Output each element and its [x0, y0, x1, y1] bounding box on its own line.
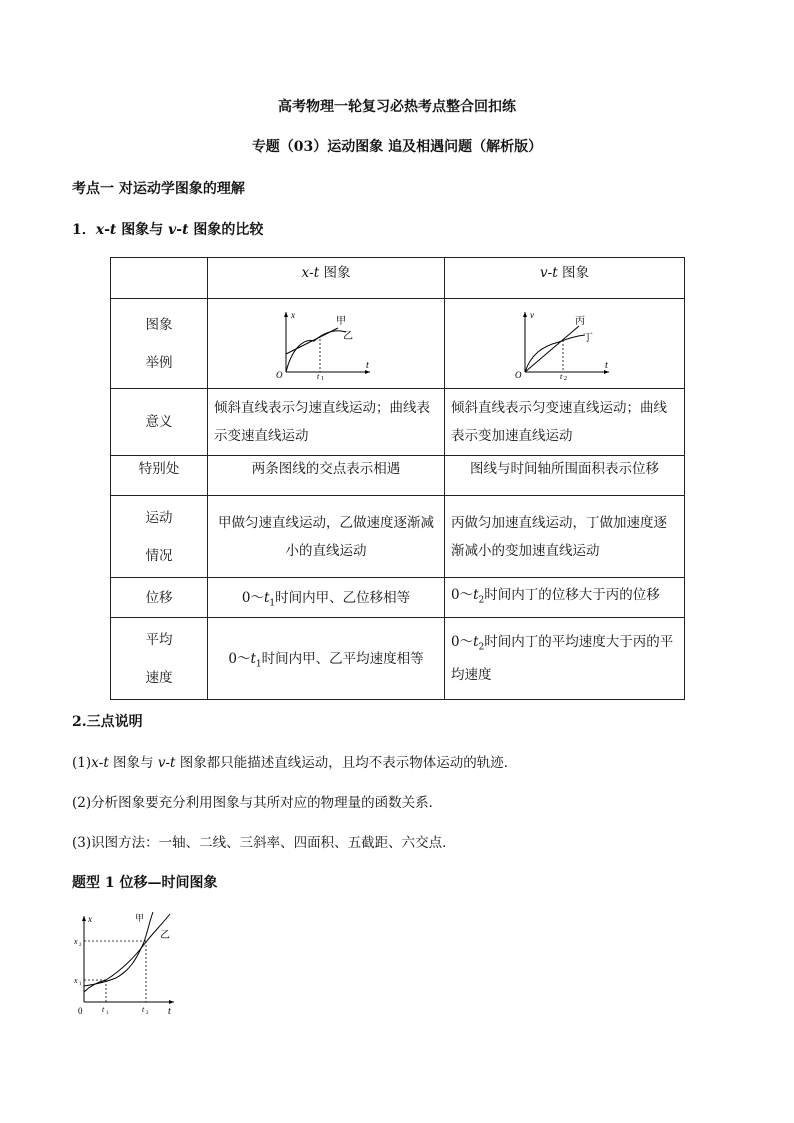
row-motion [111, 496, 685, 578]
row-displacement [111, 578, 685, 618]
row-special-label: 特别处 [111, 456, 208, 496]
xt-axis-t-label: t [366, 359, 369, 371]
row-image-label [111, 299, 208, 389]
special-vt: 图线与时间轴所围面积表示位移 [445, 456, 685, 496]
graph-axis-t-label: t [168, 1006, 171, 1017]
xt-axis-x-label: x [291, 309, 295, 320]
meaning-vt: 倾斜直线表示匀变速直线运动；曲线表示变加速直线运动 [445, 389, 685, 456]
row-displacement-label: 位移 [111, 578, 208, 618]
graph-yi-label: 乙 [160, 930, 170, 941]
vt-axis-v-label: v [529, 309, 534, 320]
xt-origin-label: O [276, 369, 283, 380]
xt-t1-label: t [317, 371, 320, 380]
graph-t2-label: t [142, 1005, 145, 1014]
graph-x2-label: x [74, 937, 78, 946]
type-1-heading: 题型 1 位移—时间图象 [72, 875, 218, 891]
label-line-2: 情况 [145, 547, 173, 564]
displacement-vt: $0\sim t_2$时间内丁的位移大于丙的位移 [445, 578, 685, 618]
row-meaning [111, 389, 685, 456]
meaning-xt: 倾斜直线表示匀速直线运动；曲线表示变速直线运动 [208, 389, 445, 456]
label-line-1: 平均 [145, 631, 173, 648]
special-xt: 两条图线的交点表示相遇 [208, 456, 445, 496]
curve-jia [84, 912, 153, 986]
vt-t2-label: t [559, 371, 562, 380]
header-vt: v-t 图象 [445, 258, 685, 299]
line-bing [525, 326, 579, 372]
xt-yi-label: 乙 [343, 330, 353, 342]
label-line-1: 图象 [145, 316, 173, 333]
row-average-label [111, 618, 208, 700]
vt-origin-label: O [514, 369, 521, 380]
row-average-velocity [111, 618, 685, 700]
graph-t1-label: t [102, 1005, 105, 1014]
vt-example-graph [515, 308, 615, 380]
curve-yi [286, 330, 346, 371]
average-xt: $0\sim t_1$时间内甲、乙平均速度相等 [208, 618, 445, 700]
header-xt: x-t 图象 [208, 258, 445, 299]
subsection-heading-comparison: 1．x-t 图象与 v-t 图象的比较 [72, 222, 264, 238]
graph-x2-sub: 2 [79, 943, 82, 948]
xt-example-graph [276, 308, 376, 380]
graph-origin-label: 0 [78, 1006, 83, 1016]
label-line-2: 举例 [145, 354, 173, 371]
xt-jia-label: 甲 [336, 315, 346, 327]
label-line-1: 运动 [145, 509, 173, 526]
row-motion-label [111, 496, 208, 578]
graph-t2-sub: 2 [146, 1011, 149, 1016]
displacement-xt: $0\sim t_1$时间内甲、乙位移相等 [208, 578, 445, 618]
displacement-time-graph [70, 910, 180, 1020]
graph-x1-sub: 1 [79, 982, 82, 987]
average-vt: $0\sim t_2$时间内丁的平均速度大于丙的平均速度 [445, 618, 685, 700]
vt-graph-cell [445, 299, 685, 389]
vt-axis-t-label: t [604, 359, 608, 371]
curve-ding [525, 335, 585, 372]
xt-graph-cell [208, 299, 445, 389]
comparison-table [110, 257, 685, 700]
graph-axis-x-label: x [88, 914, 92, 924]
vt-bing-label: 丙 [574, 315, 585, 327]
graph-jia-label: 甲 [135, 913, 145, 923]
graph-x1-label: x [74, 976, 78, 985]
row-image-example [111, 299, 685, 389]
motion-vt: 丙做匀加速直线运动，丁做加速度逐渐减小的变加速直线运动 [445, 496, 685, 578]
paragraph-point-1: (1)x-t 图象与 v-t 图象都只能描述直线运动，且均不表示物体运动的轨迹． [72, 755, 518, 771]
section-heading-concept-1: 考点一 对运动学图象的理解 [72, 181, 245, 197]
graph-t1-sub: 1 [106, 1011, 109, 1016]
document-title: 高考物理一轮复习必热考点整合回扣练 [278, 99, 516, 115]
row-special [111, 456, 685, 496]
vt-ding-label: 丁 [582, 332, 593, 344]
row-meaning-label: 意义 [111, 389, 208, 456]
motion-xt: 甲做匀速直线运动，乙做速度逐渐减小的直线运动 [208, 496, 445, 578]
document-subtitle: 专题（03）运动图象 追及相遇问题（解析版） [251, 139, 543, 155]
header-empty-cell [111, 258, 208, 299]
label-line-2: 速度 [145, 669, 173, 686]
paragraph-point-2: (2)分析图象要充分利用图象与其所对应的物理量的函数关系． [72, 795, 443, 811]
paragraph-point-3: (3)识图方法：一轴、二线、三斜率、四面积、五截距、六交点． [72, 835, 456, 851]
subsection-heading-three-points: 2.三点说明 [72, 714, 143, 730]
xt-t1-sub: 1 [321, 375, 324, 380]
table-header-row [111, 258, 685, 299]
vt-t2-sub: 2 [563, 375, 567, 380]
